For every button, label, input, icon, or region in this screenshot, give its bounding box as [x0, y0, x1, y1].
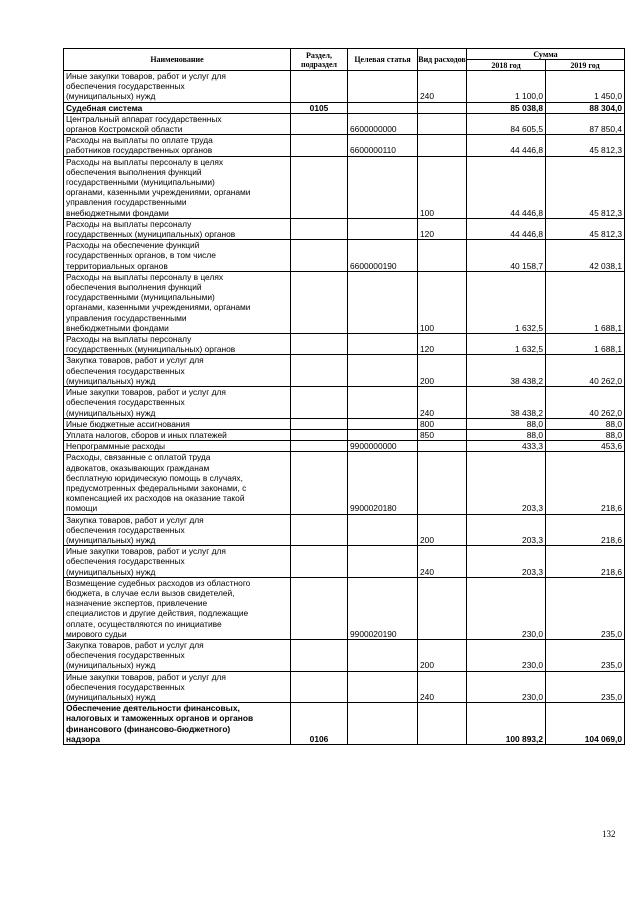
row-type-cell: 240	[418, 671, 467, 703]
row-2019-cell: 1 688,1	[546, 334, 625, 355]
table-row	[64, 671, 625, 703]
row-name-cell: Закупка товаров, работ и услуг для обеспечения государственных (муниципальных) нужд	[64, 355, 291, 387]
row-2018-cell: 1 632,5	[467, 271, 546, 333]
row-type-cell: 120	[418, 334, 467, 355]
row-section-cell	[291, 240, 348, 272]
row-target-cell	[348, 514, 418, 546]
row-type-cell	[418, 441, 467, 452]
row-name-cell: Иные закупки товаров, работ и услуг для обеспечения государственных (муниципальных) нужд	[64, 546, 291, 578]
header-section: Раздел, подраздел	[291, 49, 348, 71]
row-2018-cell: 84 605,5	[467, 113, 546, 134]
table-row	[64, 546, 625, 578]
row-section-cell	[291, 113, 348, 134]
row-type-cell	[418, 135, 467, 156]
row-type-cell	[418, 703, 467, 745]
table-row	[64, 334, 625, 355]
page-number: 132	[602, 829, 616, 839]
row-name-cell: Судебная система	[64, 102, 291, 113]
row-2019-cell: 218,6	[546, 452, 625, 514]
row-2018-cell: 44 446,8	[467, 218, 546, 239]
budget-table	[63, 48, 625, 745]
row-section-cell	[291, 452, 348, 514]
table-body	[64, 71, 625, 745]
row-2018-cell: 203,3	[467, 452, 546, 514]
row-target-cell: 6600000000	[348, 113, 418, 134]
row-type-cell: 200	[418, 514, 467, 546]
row-2019-cell: 235,0	[546, 639, 625, 671]
row-section-cell	[291, 156, 348, 218]
row-2018-cell: 38 438,2	[467, 387, 546, 419]
row-2019-cell: 235,0	[546, 577, 625, 639]
row-name-cell: Расходы, связанные с оплатой труда адвокатов, оказывающих гражданам бесплатную юридическую помощь в случаях, предусмотренных федеральными законами, с компенсацией их расходов на оказание такой помощи	[64, 452, 291, 514]
table-row	[64, 514, 625, 546]
table-row	[64, 271, 625, 333]
table-row	[64, 418, 625, 429]
table-row	[64, 577, 625, 639]
row-section-cell	[291, 355, 348, 387]
row-target-cell: 9900020190	[348, 577, 418, 639]
row-2018-cell: 44 446,8	[467, 156, 546, 218]
row-target-cell	[348, 546, 418, 578]
row-target-cell	[348, 671, 418, 703]
row-name-cell: Непрограммные расходы	[64, 441, 291, 452]
row-section-cell	[291, 441, 348, 452]
row-2018-cell: 203,3	[467, 514, 546, 546]
table-row	[64, 113, 625, 134]
table-row	[64, 387, 625, 419]
row-section-cell	[291, 334, 348, 355]
row-2018-cell: 85 038,8	[467, 102, 546, 113]
row-section-cell	[291, 429, 348, 440]
table-header	[64, 49, 625, 71]
row-section-cell	[291, 514, 348, 546]
header-type: Вид расходов	[418, 49, 467, 71]
row-name-cell: Закупка товаров, работ и услуг для обеспечения государственных (муниципальных) нужд	[64, 514, 291, 546]
table-row	[64, 429, 625, 440]
table-row	[64, 240, 625, 272]
row-2018-cell: 88,0	[467, 429, 546, 440]
row-2018-cell: 40 158,7	[467, 240, 546, 272]
row-type-cell	[418, 113, 467, 134]
row-2018-cell: 88,0	[467, 418, 546, 429]
header-2019: 2019 год	[546, 60, 625, 71]
row-target-cell: 9900020180	[348, 452, 418, 514]
row-section-cell	[291, 271, 348, 333]
table-row	[64, 156, 625, 218]
row-target-cell	[348, 156, 418, 218]
row-2019-cell: 45 812,3	[546, 218, 625, 239]
row-name-cell: Иные закупки товаров, работ и услуг для обеспечения государственных (муниципальных) нужд	[64, 387, 291, 419]
row-target-cell	[348, 429, 418, 440]
row-section-cell	[291, 546, 348, 578]
row-2018-cell: 230,0	[467, 577, 546, 639]
row-name-cell: Расходы на выплаты персоналу государственных (муниципальных) органов	[64, 218, 291, 239]
row-name-cell: Иные закупки товаров, работ и услуг для обеспечения государственных (муниципальных) нужд	[64, 671, 291, 703]
row-section-cell: 0105	[291, 102, 348, 113]
row-2018-cell: 230,0	[467, 671, 546, 703]
row-type-cell: 240	[418, 71, 467, 103]
row-name-cell: Расходы на выплаты персоналу государственных (муниципальных) органов	[64, 334, 291, 355]
row-type-cell	[418, 577, 467, 639]
row-target-cell	[348, 334, 418, 355]
row-2018-cell: 38 438,2	[467, 355, 546, 387]
row-type-cell: 100	[418, 271, 467, 333]
row-2019-cell: 42 038,1	[546, 240, 625, 272]
header-2018: 2018 год	[467, 60, 546, 71]
row-2019-cell: 1 688,1	[546, 271, 625, 333]
row-2018-cell: 1 632,5	[467, 334, 546, 355]
header-target: Целевая статья	[348, 49, 418, 71]
row-section-cell	[291, 387, 348, 419]
row-target-cell	[348, 703, 418, 745]
table-row	[64, 135, 625, 156]
row-2018-cell: 203,3	[467, 546, 546, 578]
row-2018-cell: 1 100,0	[467, 71, 546, 103]
row-section-cell	[291, 418, 348, 429]
header-name: Наименование	[64, 49, 291, 71]
row-type-cell: 850	[418, 429, 467, 440]
row-type-cell: 800	[418, 418, 467, 429]
row-type-cell	[418, 102, 467, 113]
row-target-cell: 9900000000	[348, 441, 418, 452]
row-name-cell: Обеспечение деятельности финансовых, налоговых и таможенных органов и органов финансового (финансово-бюджетного) надзора	[64, 703, 291, 745]
row-type-cell: 200	[418, 355, 467, 387]
row-name-cell: Уплата налогов, сборов и иных платежей	[64, 429, 291, 440]
row-target-cell	[348, 355, 418, 387]
row-2018-cell: 100 893,2	[467, 703, 546, 745]
row-name-cell: Расходы на выплаты персоналу в целях обеспечения выполнения функций государственными (муниципальными) органами, казенными учреждениями, органами управления государственными внебюджетными фондами	[64, 156, 291, 218]
row-section-cell	[291, 671, 348, 703]
row-target-cell	[348, 218, 418, 239]
row-type-cell: 240	[418, 546, 467, 578]
row-2019-cell: 87 850,4	[546, 113, 625, 134]
table-row	[64, 71, 625, 103]
row-target-cell: 6600000190	[348, 240, 418, 272]
row-target-cell	[348, 102, 418, 113]
row-2019-cell: 40 262,0	[546, 355, 625, 387]
header-sum: Сумма	[467, 49, 625, 60]
row-name-cell: Возмещение судебных расходов из областного бюджета, в случае если вызов свидетелей, назначение экспертов, привлечение специалистов и другие действия, подлежащие оплате, осуществляются по инициативе мирового судьи	[64, 577, 291, 639]
row-name-cell: Расходы на выплаты персоналу в целях обеспечения выполнения функций государственными (муниципальными) органами, казенными учреждениями, органами управления государственными внебюджетными фондами	[64, 271, 291, 333]
row-2019-cell: 104 069,0	[546, 703, 625, 745]
row-2018-cell: 433,3	[467, 441, 546, 452]
table-row	[64, 452, 625, 514]
row-type-cell: 240	[418, 387, 467, 419]
row-type-cell: 200	[418, 639, 467, 671]
row-2018-cell: 44 446,8	[467, 135, 546, 156]
row-name-cell: Расходы на выплаты по оплате труда работников государственных органов	[64, 135, 291, 156]
table-row	[64, 102, 625, 113]
row-2019-cell: 40 262,0	[546, 387, 625, 419]
row-name-cell: Центральный аппарат государственных органов Костромской области	[64, 113, 291, 134]
row-target-cell	[348, 387, 418, 419]
table-row	[64, 639, 625, 671]
row-type-cell	[418, 452, 467, 514]
row-target-cell	[348, 639, 418, 671]
row-section-cell	[291, 577, 348, 639]
row-2019-cell: 218,6	[546, 546, 625, 578]
row-target-cell: 6600000110	[348, 135, 418, 156]
row-target-cell	[348, 71, 418, 103]
row-2019-cell: 1 450,0	[546, 71, 625, 103]
row-2019-cell: 88 304,0	[546, 102, 625, 113]
row-section-cell	[291, 639, 348, 671]
row-section-cell: 0106	[291, 703, 348, 745]
row-2019-cell: 218,6	[546, 514, 625, 546]
row-2018-cell: 230,0	[467, 639, 546, 671]
table-row	[64, 218, 625, 239]
row-section-cell	[291, 218, 348, 239]
row-2019-cell: 45 812,3	[546, 156, 625, 218]
row-target-cell	[348, 418, 418, 429]
table-row	[64, 703, 625, 745]
row-section-cell	[291, 135, 348, 156]
row-type-cell	[418, 240, 467, 272]
row-type-cell: 120	[418, 218, 467, 239]
row-name-cell: Расходы на обеспечение функций государственных органов, в том числе территориальных органов	[64, 240, 291, 272]
row-2019-cell: 88,0	[546, 418, 625, 429]
table-row	[64, 441, 625, 452]
row-2019-cell: 88,0	[546, 429, 625, 440]
row-2019-cell: 235,0	[546, 671, 625, 703]
row-name-cell: Иные бюджетные ассигнования	[64, 418, 291, 429]
row-2019-cell: 453,6	[546, 441, 625, 452]
row-type-cell: 100	[418, 156, 467, 218]
row-name-cell: Иные закупки товаров, работ и услуг для обеспечения государственных (муниципальных) нужд	[64, 71, 291, 103]
row-2019-cell: 45 812,3	[546, 135, 625, 156]
row-name-cell: Закупка товаров, работ и услуг для обеспечения государственных (муниципальных) нужд	[64, 639, 291, 671]
row-section-cell	[291, 71, 348, 103]
row-target-cell	[348, 271, 418, 333]
table-row	[64, 355, 625, 387]
